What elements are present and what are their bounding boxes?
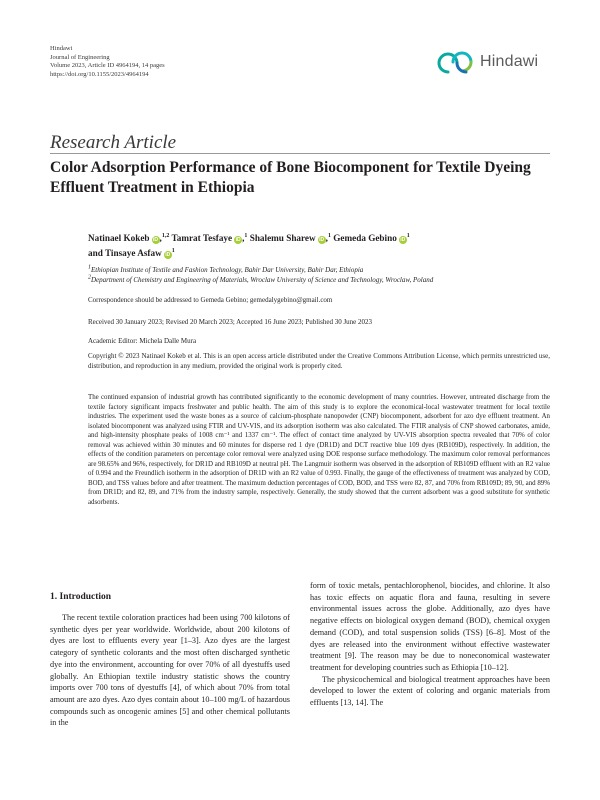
left-column	[50, 612, 290, 729]
paper-title: Color Adsorption Performance of Bone Biocomponent for Textile Dyeing Effluent Treatment in Ethiopia	[50, 159, 531, 196]
author-list	[88, 231, 538, 261]
author-name[interactable]: Tinsaye Asfaw	[104, 248, 162, 258]
section-heading-introduction: 1. Introduction	[50, 592, 112, 602]
author	[333, 233, 410, 243]
header-divider	[50, 153, 550, 154]
author	[105, 248, 175, 258]
paragraph: The physicochemical and biological treatment approaches have been developed to lower the extent of coloring and organic materials from effluents [13, 14]. The	[310, 674, 550, 708]
hindawi-logo-text: Hindawi	[480, 53, 539, 70]
affiliation-marker: 1	[244, 232, 248, 239]
author	[88, 233, 169, 243]
author	[250, 233, 331, 243]
orcid-icon[interactable]: iD	[400, 237, 406, 243]
author	[171, 233, 247, 243]
article-type: Research Article	[50, 132, 177, 153]
affiliation-2: $^2$Department of Chemistry and Engineering of Materials, Wroclaw University of Science and Technology, Wroclaw, Poland	[88, 274, 434, 284]
hindawi-logo-icon	[435, 46, 475, 78]
publisher-name: Hindawi	[50, 45, 73, 52]
affiliation-marker: 1	[327, 232, 331, 239]
orcid-icon[interactable]: iD	[165, 252, 171, 258]
author-name[interactable]: Gemeda Gebino	[333, 233, 397, 243]
orcid-icon[interactable]: iD	[319, 237, 325, 243]
author-conjunction: and	[88, 248, 103, 258]
affiliation-marker: 1,2	[161, 232, 170, 239]
paragraph: The recent textile coloration practices had been using 700 kilotons of synthetic dyes per year worldwide. Worldwide, about 200 kilotons of dyes are lost to effluents every year [1–3]. Azo dyes are the largest category of synthetic colorants and the most often discharged synthetic dye into the environment, accounting for over 70% of all dyestuffs used globally. An Ethiopian textile industry statistic shows the country imports over 700 tons of dyestuffs [4], of which about 70% from total amount are azo dyes. Azo dyes contain about 10–100 mg/L of hazardous compounds such as oncogenic amines [5] and other chemical pollutants in the	[50, 613, 290, 728]
author-separator: ,	[242, 233, 245, 243]
abstract: The continued expansion of industrial growth has contributed significantly to the economic development of many countries. However, untreated discharge from the textile factory significant impacts freshwater and public health. The aim of this study is to explore the economical-local wastewater treatment for local textile industries. The experiment used the waste bones as a source of calcium-phosphate nanopowder (CNP) biocomponent, adsorbent for azo dye effluent treatment. An isolated biocomponent was analyzed using FTIR and UV-VIS, and its adsorption isotherm was also calculated. The FTIR analysis of CNP showed carbonates, amide, and high-intensity phosphate peaks of 1008 cm⁻¹ and 1337 cm⁻¹. The effect of contact time analyzed by UV-VIS absorption spectra revealed that 70% of color removal was achieved within 30 minutes and 60 minutes for disperse red 1 dye (DR1D) and DCT reactive blue 109 dyes (RB109D), respectively. In addition, the effects of the condition parameters on percentage color removal were analyzed using DOE response surface methodology. The maximum color removal performances are 98.65% and 96%, respectively, for DR1D and RB109D at neutral pH. The Langmuir isotherm was observed in the adsorption of RB109D effluent with an R2 value of 0.994 and the Freundlich isotherm in the adsorption of DR1D with an R2 value of 0.993. Finally, the gauge of the effectiveness of treatment was analyzed by COD, BOD, and TSS values before and after treatment. The maximum deduction percentages of COD, BOD, and TSS were 82, 87, and 70% from RB109D; 89, 90, and 89% from DR1D; and 82, 89, and 71% from the industry sample, respectively. Generally, the study showed that the current adsorbent was a good substitute for synthetic adsorbents.	[88, 394, 550, 507]
volume-line: Volume 2023, Article ID 4964194, 14 pages	[50, 62, 165, 70]
author-name[interactable]: Tamrat Tesfaye	[171, 233, 233, 243]
author-separator: ,	[325, 233, 328, 243]
hindawi-logo[interactable]	[435, 46, 555, 78]
author-separator: ,	[159, 233, 162, 243]
academic-editor: Academic Editor: Michela Dalle Mura	[88, 337, 197, 345]
doi-link[interactable]: https://doi.org/10.1155/2023/4964194	[50, 70, 149, 78]
author-name[interactable]: Natinael Kokeb	[88, 233, 150, 243]
journal-name: Journal of Engineering	[50, 53, 110, 61]
journal-meta	[50, 45, 165, 79]
orcid-icon[interactable]: iD	[235, 237, 241, 243]
paragraph: form of toxic metals, pentachlorophenol, biocides, and chlorine. It also has toxic effects on aquatic flora and fauna, resulting in severe environmental issues across the globe. Additionally, azo dyes have negative effects on biological oxygen demand (BOD), chemical oxygen demand (COD), and total suspension solids (TSS) [6–8]. Most of the dyes are released into the environment without effective wastewater treatment [9]. The reason may be due to noneconomical wastewater treatment for developing countries such as Ethiopia [10–12].	[310, 581, 550, 672]
orcid-icon[interactable]: iD	[153, 237, 159, 243]
copyright-notice: Copyright © 2023 Natinael Kokeb et al. This is an open access article distributed under the Creative Commons Attribution License, which permits unrestricted use, distribution, and reproduction in any medium, provided the original work is properly cited.	[88, 352, 550, 370]
affiliations	[88, 266, 550, 285]
affiliation-1: $^1$Ethiopian Institute of Textile and Fashion Technology, Bahir Dar University, Bahir Dar, Ethiopia	[88, 264, 364, 274]
author-name[interactable]: Shalemu Sharew	[249, 233, 316, 243]
publication-dates: Received 30 January 2023; Revised 20 March 2023; Accepted 16 June 2023; Published 30 June 2023	[88, 318, 373, 326]
affiliation-marker: 1	[171, 247, 175, 254]
right-column	[310, 580, 550, 709]
affiliation-marker: 1	[406, 232, 410, 239]
correspondence: Correspondence should be addressed to Gemeda Gebino; gemedalygebino@gmail.com	[88, 296, 333, 304]
